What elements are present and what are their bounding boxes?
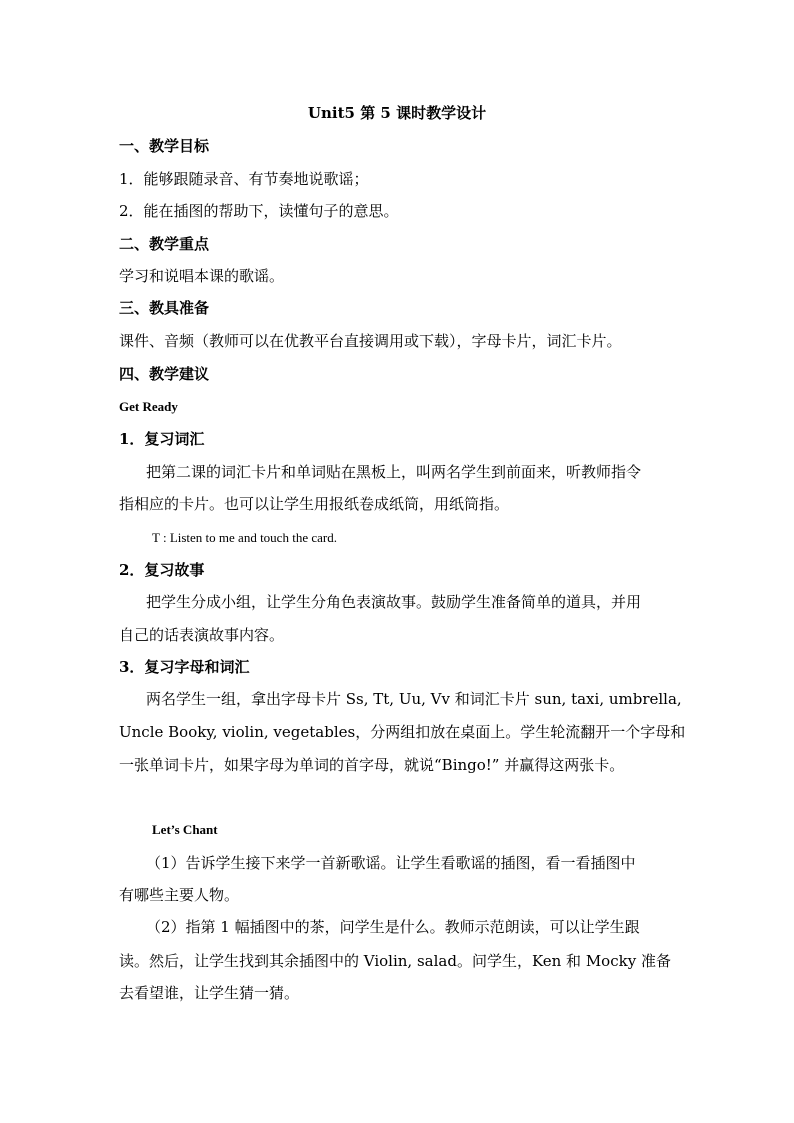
get-ready-heading: Get Ready xyxy=(119,399,178,414)
step1-paragraph-line1: 把第二课的词汇卡片和单词贴在黑板上，叫两名学生到前面来，听教师指令 xyxy=(146,463,642,481)
step1-paragraph-line2: 指相应的卡片。也可以让学生用报纸卷成纸筒，用纸筒指。 xyxy=(119,495,510,513)
chant-step1-line2: 有哪些主要人物。 xyxy=(119,886,240,904)
step2-paragraph-line2: 自己的话表演故事内容。 xyxy=(119,626,285,644)
heading-teaching-focus: 二、教学重点 xyxy=(119,235,210,253)
teacher-instruction: T : Listen to me and touch the card. xyxy=(152,530,337,545)
step3-paragraph-line2: Uncle Booky, violin, vegetables，分两组扣放在桌面上。学生轮流翻开一个字母和 xyxy=(119,723,686,741)
page-title: Unit5 第 5 课时教学设计 xyxy=(307,104,487,122)
lets-chant-heading: Let’s Chant xyxy=(152,822,218,837)
tools-text: 课件、音频（教师可以在优教平台直接调用或下载），字母卡片，词汇卡片。 xyxy=(119,332,622,350)
focus-text: 学习和说唱本课的歌谣。 xyxy=(119,267,285,285)
chant-step2-line2: 读。然后，让学生找到其余插图中的 Violin, salad。问学生，Ken 和 Mocky 准备 xyxy=(119,952,671,970)
heading-teaching-goals: 一、教学目标 xyxy=(119,137,210,155)
goal-item-2: 2．能在插图的帮助下，读懂句子的意思。 xyxy=(119,202,399,220)
goal-item-1: 1．能够跟随录音、有节奏地说歌谣； xyxy=(119,170,369,188)
chant-step2-line1: （2）指第 1 幅插图中的茶，问学生是什么。教师示范朗读，可以让学生跟 xyxy=(146,918,640,936)
step3-paragraph-line1: 两名学生一组，拿出字母卡片 Ss, Tt, Uu, Vv 和词汇卡片 sun, taxi, umbrella, xyxy=(146,690,682,708)
heading-teaching-advice: 四、教学建议 xyxy=(119,365,210,383)
chant-step2-line3: 去看望谁，让学生猜一猜。 xyxy=(119,984,300,1002)
chant-step1-line1: （1）告诉学生接下来学一首新歌谣。让学生看歌谣的插图，看一看插图中 xyxy=(146,854,636,872)
step3-heading: 3．复习字母和词汇 xyxy=(119,658,250,676)
step3-paragraph-line3: 一张单词卡片，如果字母为单词的首字母，就说“Bingo!” 并赢得这两张卡。 xyxy=(119,756,625,774)
heading-teaching-tools: 三、教具准备 xyxy=(119,299,210,317)
step1-heading: 1．复习词汇 xyxy=(119,430,205,448)
step2-heading: 2．复习故事 xyxy=(119,561,205,579)
step2-paragraph-line1: 把学生分成小组，让学生分角色表演故事。鼓励学生准备简单的道具，并用 xyxy=(146,593,642,611)
